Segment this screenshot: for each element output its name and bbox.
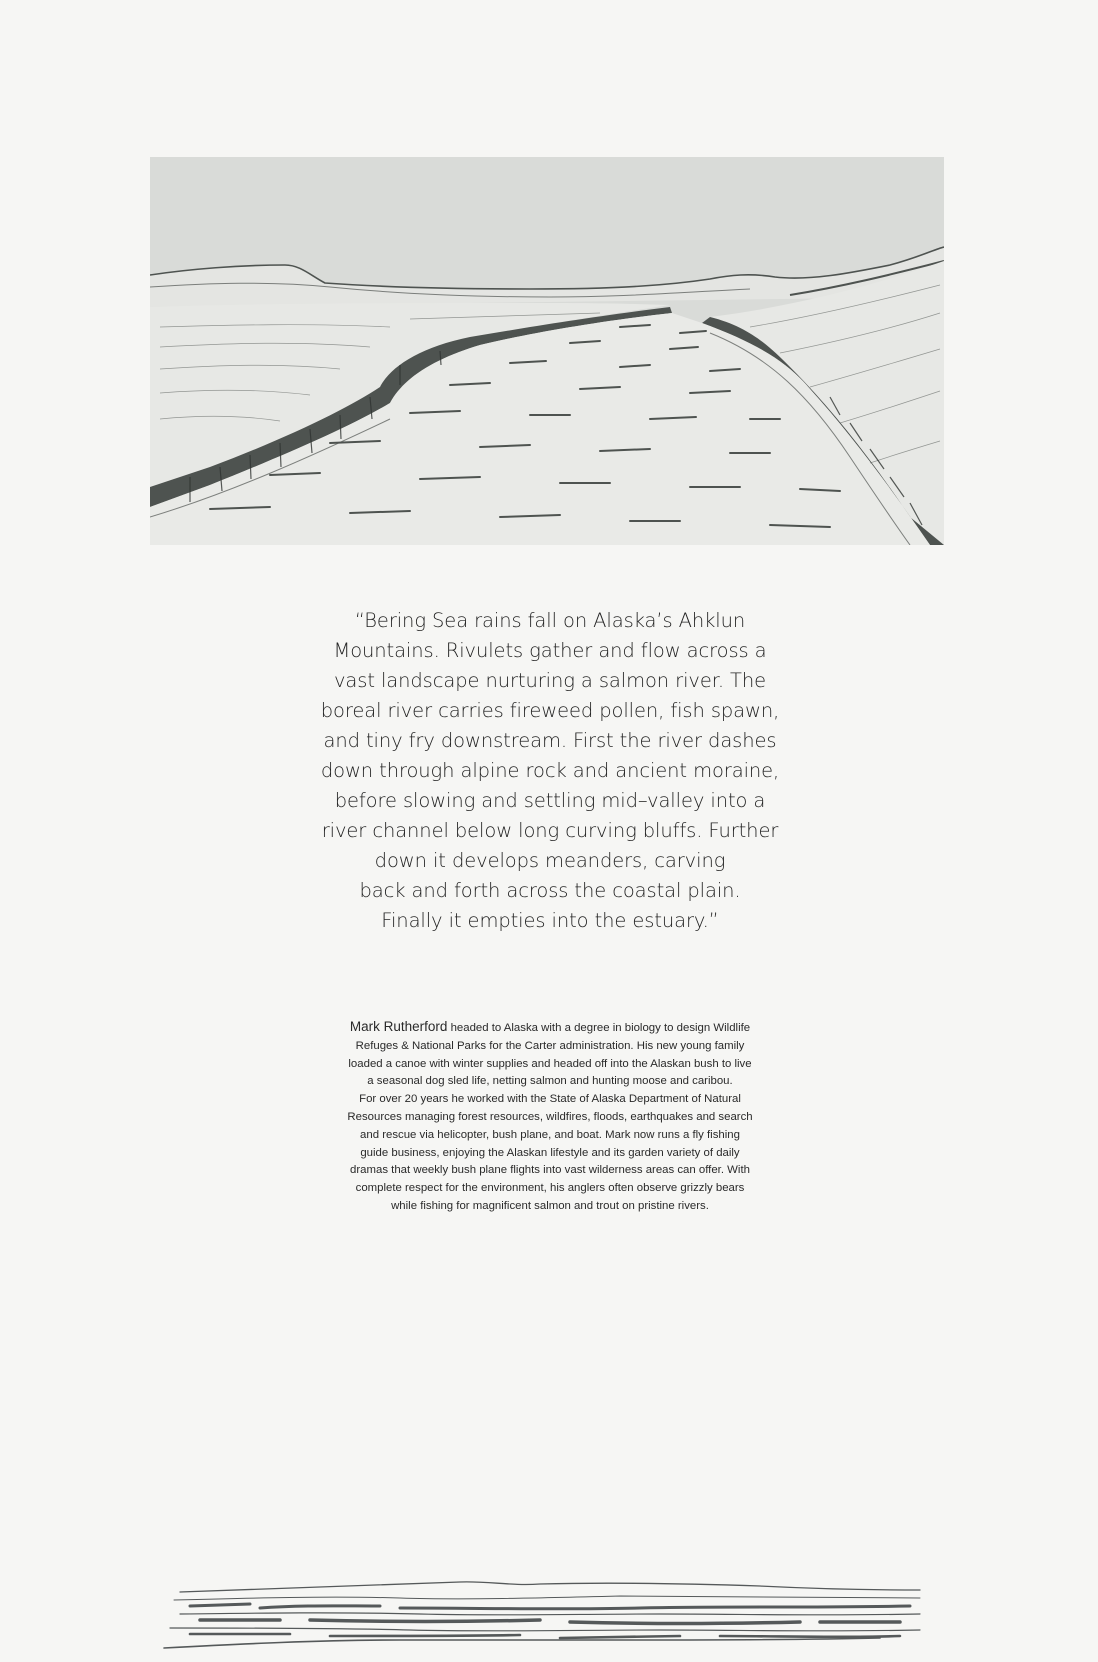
bio-line: For over 20 years he worked with the State of Alaska Department of Natural xyxy=(359,1093,741,1106)
author-bio xyxy=(290,1018,810,1216)
bio-line: loaded a canoe with winter supplies and headed off into the Alaskan bush to live xyxy=(348,1057,752,1070)
bio-line: dramas that weekly bush plane flights into vast wilderness areas can offer. With xyxy=(350,1164,750,1177)
horizon-sketch xyxy=(160,1578,930,1662)
quote-line: back and forth across the coastal plain. xyxy=(359,879,741,902)
quote-line: vast landscape nurturing a salmon river. The xyxy=(333,669,767,692)
quote-line: down through alpine rock and ancient moraine, xyxy=(320,759,780,782)
quote-line: river channel below long curving bluffs. Further xyxy=(321,819,779,842)
bio-line: Resources managing forest resources, wildfires, floods, earthquakes and search xyxy=(347,1110,753,1123)
river-valley-drawing xyxy=(150,157,944,545)
bio-line: complete respect for the environment, his anglers often observe grizzly bears xyxy=(355,1182,745,1195)
author-name: Mark Rutherford xyxy=(349,1019,448,1034)
quote-line: and tiny fry downstream. First the river dashes xyxy=(323,729,777,752)
quote-paragraph xyxy=(270,606,830,936)
bio-line: a seasonal dog sled life, netting salmon and hunting moose and caribou. xyxy=(367,1075,733,1088)
quote-line: “Bering Sea rains fall on Alaska’s Ahklun xyxy=(354,609,746,632)
bio-first-line xyxy=(290,1018,810,1038)
quote-line: before slowing and settling mid–valley into a xyxy=(334,789,766,812)
horizon-sketch-drawing xyxy=(160,1578,930,1662)
bio-line: while fishing for magnificent salmon and trout on pristine rivers. xyxy=(391,1199,709,1212)
quote-line: boreal river carries fireweed pollen, fish spawn, xyxy=(320,699,780,722)
quote-line: Finally it empties into the estuary.” xyxy=(381,909,719,932)
quote-line: Mountains. Rivulets gather and flow across a xyxy=(333,639,767,662)
river-valley-illustration xyxy=(150,157,944,545)
bio-line: and rescue via helicopter, bush plane, and boat. Mark now runs a fly fishing xyxy=(360,1128,740,1141)
bio-line: Refuges & National Parks for the Carter administration. His new young family xyxy=(355,1039,745,1052)
bio-line: guide business, enjoying the Alaskan lifestyle and its garden variety of daily xyxy=(360,1146,740,1159)
bio-first-line-text: headed to Alaska with a degree in biology to design Wildlife xyxy=(447,1022,751,1034)
quote-line: down it develops meanders, carving xyxy=(374,849,726,872)
